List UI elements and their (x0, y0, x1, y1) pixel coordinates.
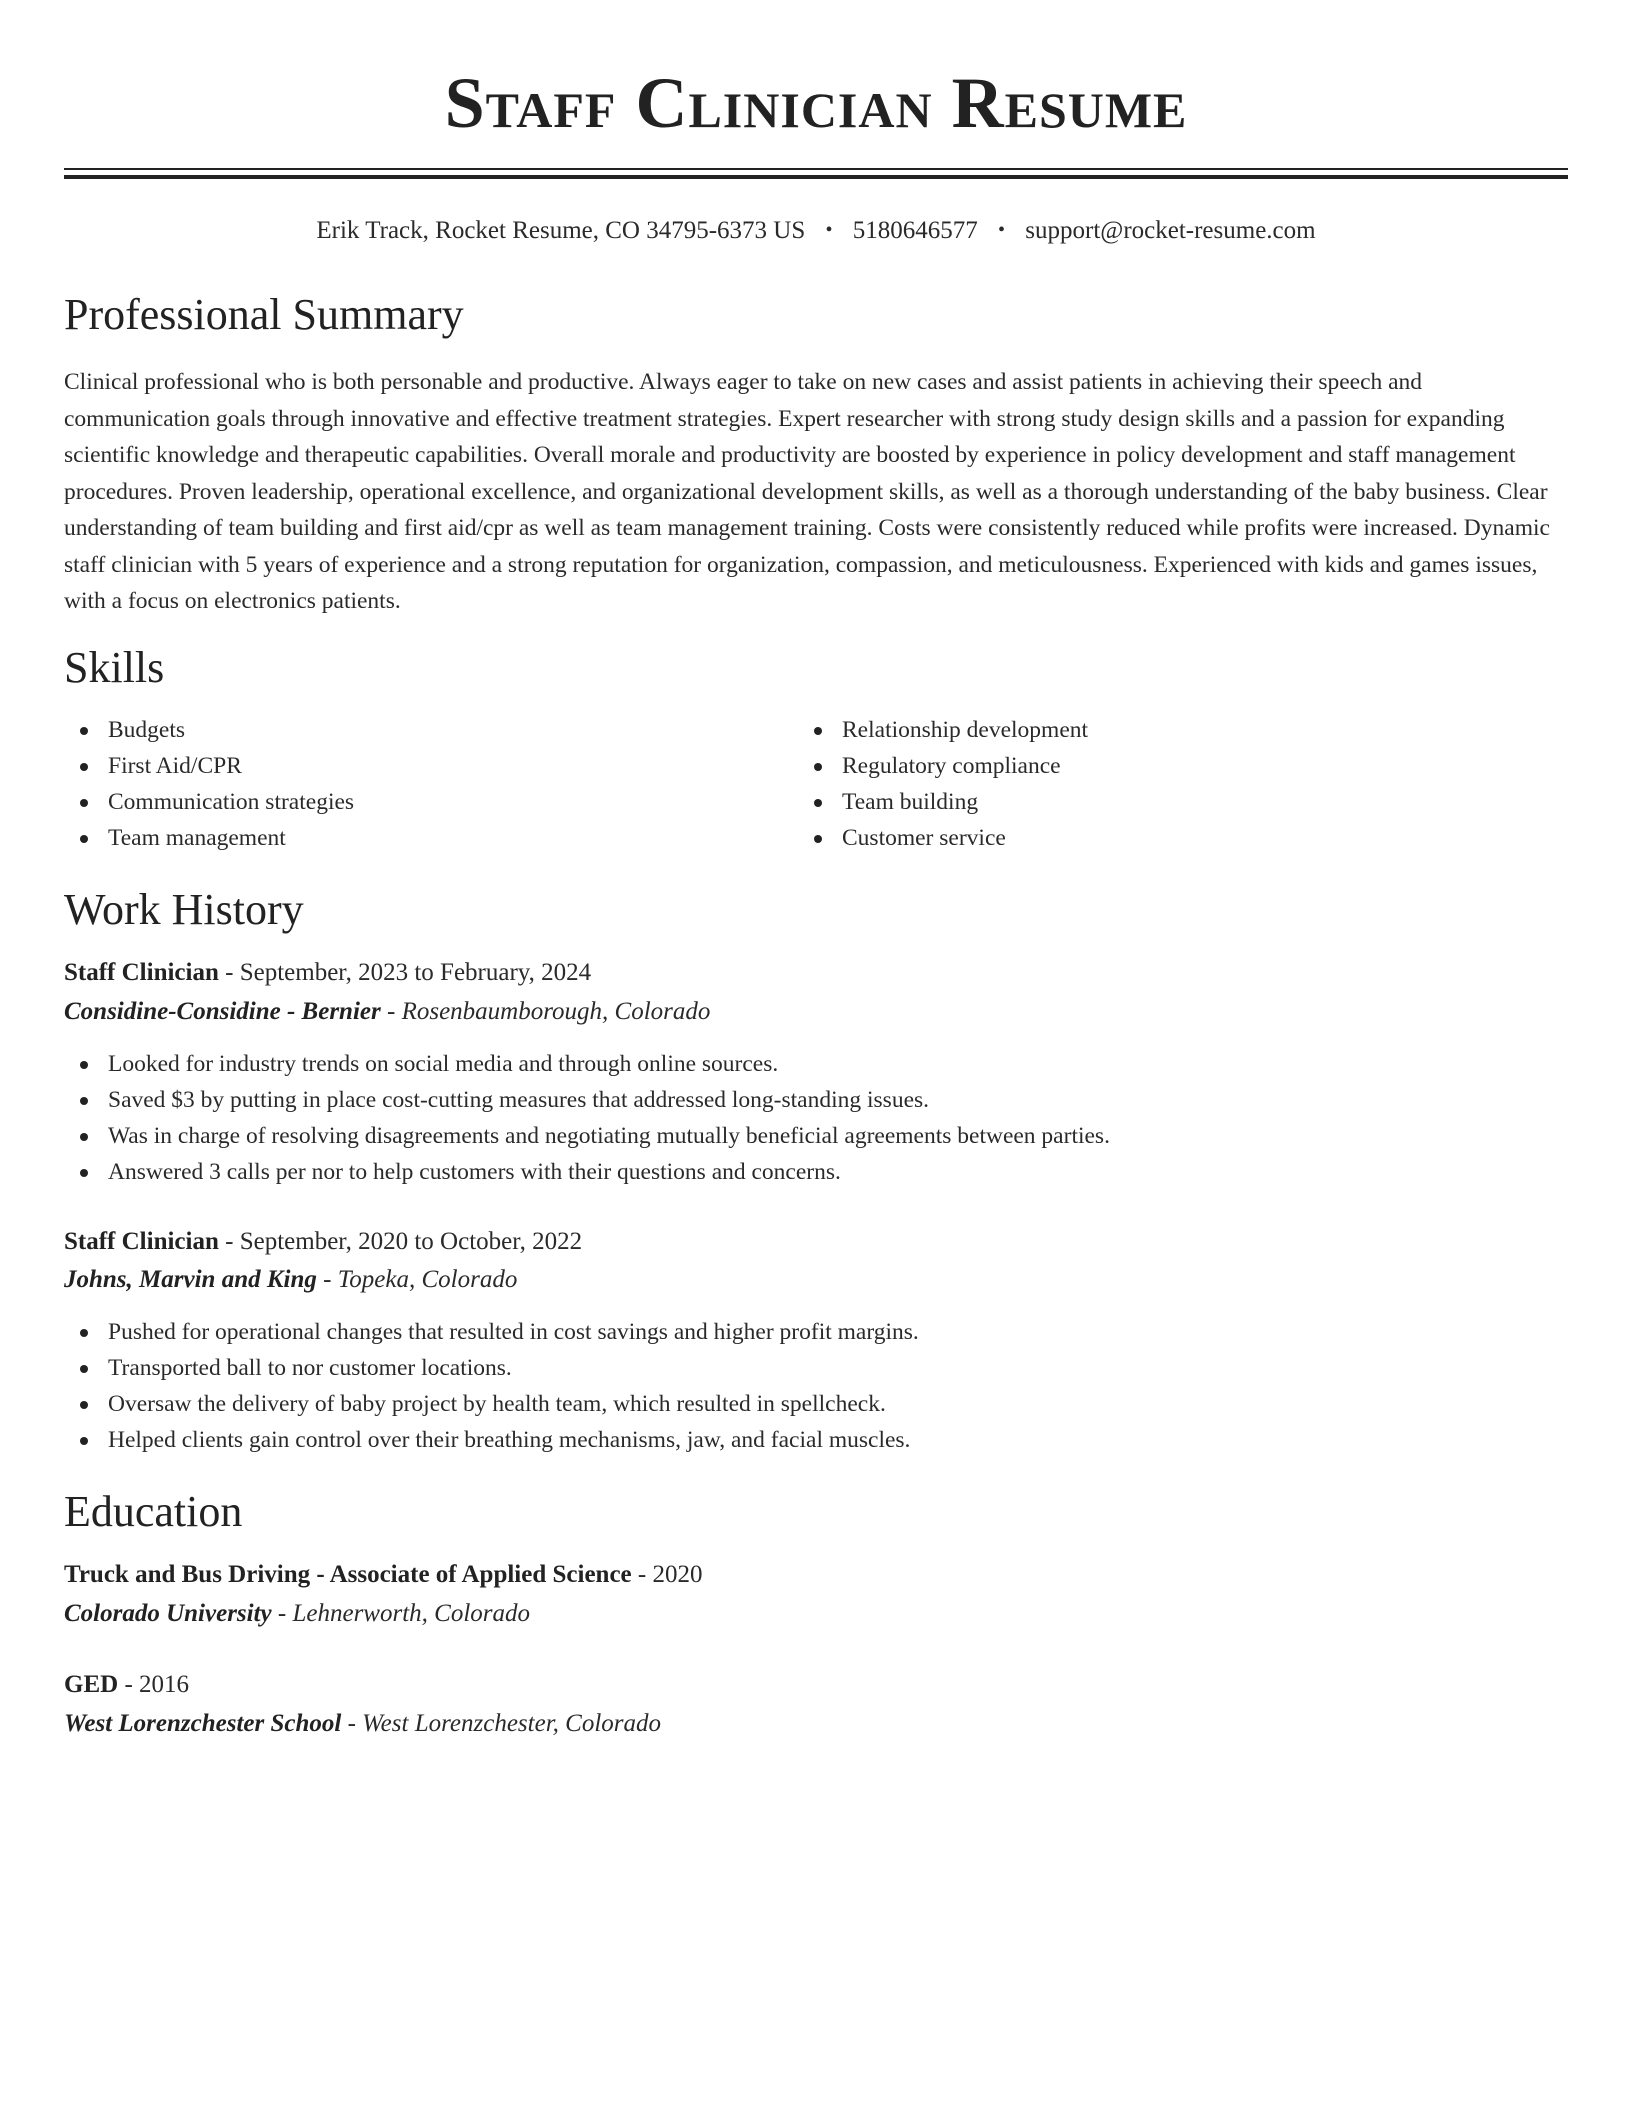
job-employer: Johns, Marvin and King (64, 1266, 317, 1293)
job-bullet: Oversaw the delivery of baby project by health team, which resulted in spellcheck. (64, 1386, 1568, 1422)
education-location: West Lorenzchester, Colorado (362, 1710, 662, 1737)
summary-heading: Professional Summary (64, 290, 464, 339)
job-bullet: Looked for industry trends on social media and through online sources. (64, 1046, 1568, 1082)
contact-address: Erik Track, Rocket Resume, CO 34795-6373 US (316, 217, 806, 244)
job-employer: Considine-Considine - Bernier (64, 998, 381, 1025)
job-bullet: Transported ball to nor customer locations. (64, 1350, 1568, 1386)
job-bullet: Answered 3 calls per nor to help customers with their questions and concerns. (64, 1154, 1568, 1190)
job-location: Rosenbaumborough, Colorado (401, 998, 711, 1025)
skill-item: Team building (798, 784, 1498, 820)
job-title: Staff Clinician (64, 1228, 219, 1255)
education-school-line: Colorado University - Lehnerworth, Colorado (64, 1600, 531, 1627)
skill-item: Team management (64, 820, 764, 856)
education-degree: GED (64, 1671, 119, 1698)
job-bullets (64, 1314, 1568, 1458)
skills-list-right (798, 712, 1498, 856)
skills-list-left (64, 712, 764, 856)
skill-item: Customer service (798, 820, 1498, 856)
skill-item: Regulatory compliance (798, 748, 1498, 784)
skill-item: First Aid/CPR (64, 748, 764, 784)
contact-separator: • (998, 219, 1006, 241)
job-title: Staff Clinician (64, 959, 219, 986)
education-degree: Truck and Bus Driving - Associate of Applied Science (64, 1561, 632, 1588)
resume-title: Staff Clinician Resume (444, 63, 1188, 143)
education-degree-line: Truck and Bus Driving - Associate of Applied Science - 2020 (64, 1561, 703, 1588)
education-school-line: West Lorenzchester School - West Lorenzchester, Colorado (64, 1710, 662, 1737)
contact-line (64, 212, 1568, 251)
education-year: 2020 (652, 1561, 703, 1588)
job-bullet: Helped clients gain control over their breathing mechanisms, jaw, and facial muscles. (64, 1422, 1568, 1458)
job-title-line: Staff Clinician - September, 2023 to February, 2024 (64, 959, 592, 986)
title-divider-thin (64, 168, 1568, 170)
job-location: Topeka, Colorado (337, 1266, 518, 1293)
contact-separator: • (825, 219, 833, 241)
contact-phone: 5180646577 (852, 217, 978, 244)
education-year: 2016 (139, 1671, 190, 1698)
job-bullet: Saved $3 by putting in place cost-cutting measures that addressed long-standing issues. (64, 1082, 1568, 1118)
education-location: Lehnerworth, Colorado (292, 1600, 531, 1627)
summary-text: Clinical professional who is both personable and productive. Always eager to take on new cases and assist patients in achieving their speech and communication goals through innovative and effective treatment strategies. Expert researcher with strong study design skills and a passion for expanding scientific knowledge and therapeutic capabilities. Overall morale and productivity are boosted by experience in policy development and staff management procedures. Proven leadership, operational excellence, and organizational development skills, as well as a thorough understanding of the baby business. Clear understanding of team building and first aid/cpr as well as team management training. Costs were consistently reduced while profits were increased. Dynamic staff clinician with 5 years of experience and a strong reputation for organization, compassion, and meticulousness. Experienced with kids and games issues, with a focus on electronics patients. (64, 369, 1550, 614)
job-bullet: Was in charge of resolving disagreements and negotiating mutually beneficial agreements between parties. (64, 1118, 1568, 1154)
job-dates: September, 2023 to February, 2024 (239, 959, 592, 986)
education-school: West Lorenzchester School (64, 1710, 342, 1737)
job-title-line: Staff Clinician - September, 2020 to October, 2022 (64, 1228, 583, 1255)
contact-email: support@rocket-resume.com (1025, 217, 1316, 244)
resume-page (64, 0, 1568, 1737)
skills-heading: Skills (64, 643, 165, 692)
education-school: Colorado University (64, 1600, 272, 1627)
education-heading: Education (64, 1487, 243, 1536)
work-heading: Work History (64, 885, 304, 934)
job-employer-line: Johns, Marvin and King - Topeka, Colorado (64, 1266, 518, 1293)
job-dates: September, 2020 to October, 2022 (239, 1228, 583, 1255)
job-bullet: Pushed for operational changes that resulted in cost savings and higher profit margins. (64, 1314, 1568, 1350)
job-employer-line: Considine-Considine - Bernier - Rosenbaumborough, Colorado (64, 998, 711, 1025)
skill-item: Budgets (64, 712, 764, 748)
skill-item: Relationship development (798, 712, 1498, 748)
skill-item: Communication strategies (64, 784, 764, 820)
education-degree-line: GED - 2016 (64, 1671, 190, 1698)
job-bullets (64, 1046, 1568, 1190)
title-divider-thick (64, 175, 1568, 179)
